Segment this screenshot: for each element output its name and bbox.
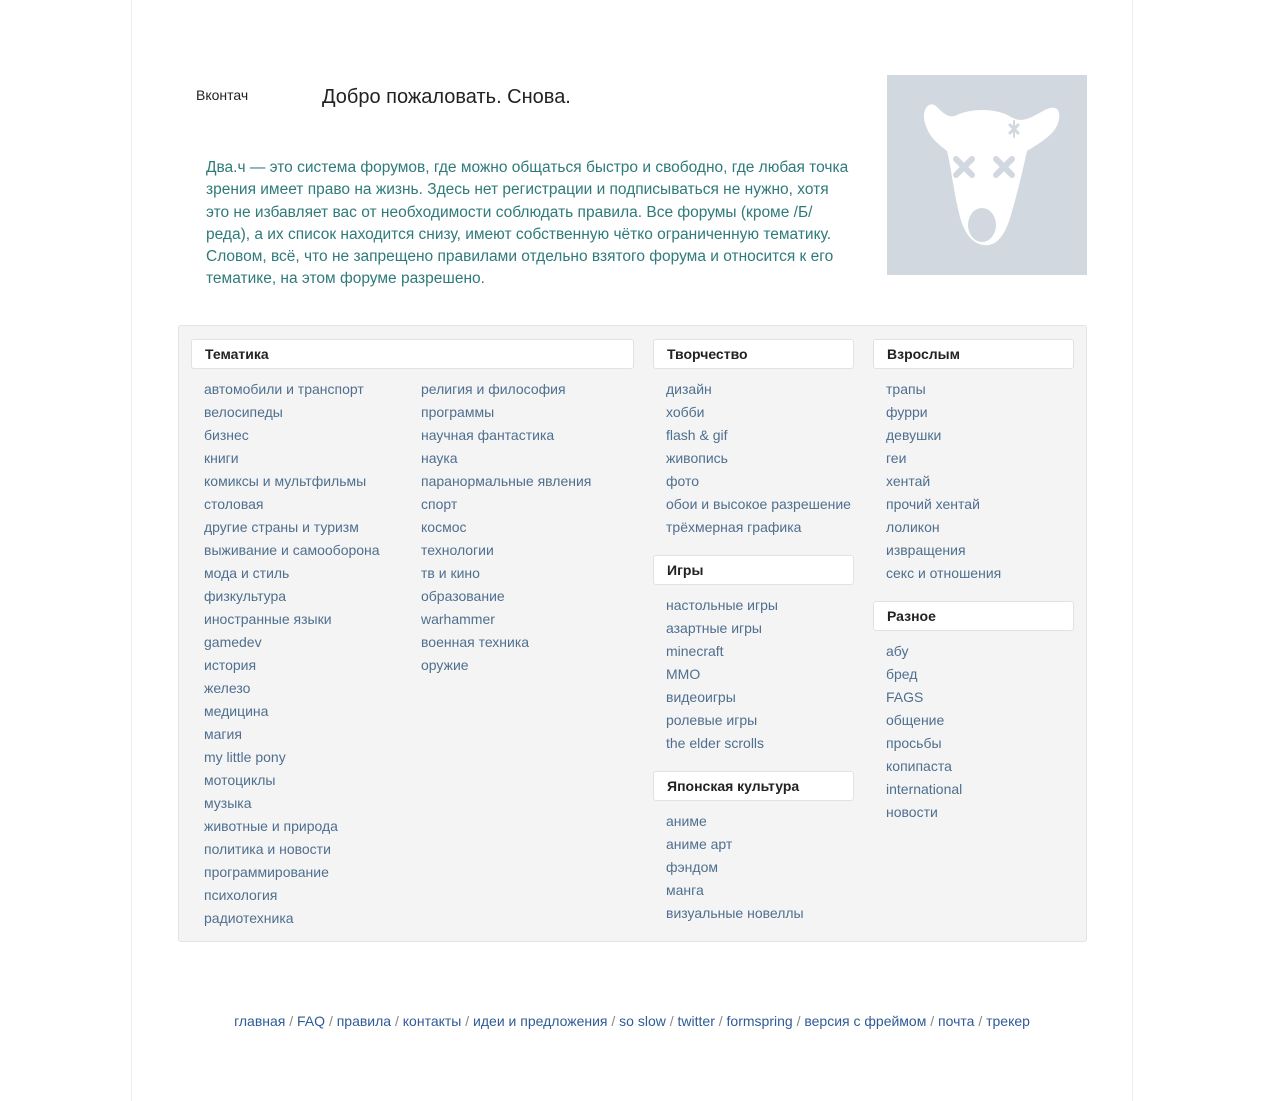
board-link[interactable]: музыка xyxy=(204,795,252,811)
intro-text: Два.ч — это система форумов, где можно общаться быстро и свободно, где любая точка зрения имеет право на жизнь. Здесь нет регистрации и подписываться не нужно, хотя это не избавляет вас от необходимости соблюдать правила. Все форумы (кроме /Б/реда), а их список находится снизу, имеют собственную чётко ограниченную тематику. Словом, всё, что не запрещено правилами отдельно взятого форума и относится к его тематике, на этом форуме разрешено. xyxy=(206,159,849,288)
board-link[interactable]: warhammer xyxy=(421,611,495,627)
footer-separator: / xyxy=(978,1013,983,1029)
footer-separator: / xyxy=(611,1013,616,1029)
board-link[interactable]: столовая xyxy=(204,496,264,512)
page-title: Добро пожаловать. Снова. xyxy=(322,86,571,108)
board-link[interactable]: другие страны и туризм xyxy=(204,519,359,535)
footer-link-rules[interactable]: правила xyxy=(336,1013,392,1029)
board-link[interactable]: оружие xyxy=(421,657,469,673)
board-link[interactable]: паранормальные явления xyxy=(421,473,592,489)
footer-link-home[interactable]: главная xyxy=(234,1013,286,1029)
board-link[interactable]: физкультура xyxy=(204,588,287,604)
footer-separator: / xyxy=(465,1013,470,1029)
board-link[interactable]: мотоциклы xyxy=(204,772,276,788)
board-link[interactable]: хентай xyxy=(886,473,931,489)
site-name[interactable]: Вконтач xyxy=(196,87,249,103)
board-link[interactable]: политика и новости xyxy=(204,841,331,857)
vk-dog-dead-icon xyxy=(887,75,1087,275)
board-link[interactable]: the elder scrolls xyxy=(666,735,765,751)
board-link[interactable]: FAGS xyxy=(886,689,924,705)
board-list-games xyxy=(666,594,778,755)
board-link[interactable]: трёхмерная графика xyxy=(666,519,802,535)
board-link[interactable]: бизнес xyxy=(204,427,249,443)
board-link[interactable]: железо xyxy=(204,680,251,696)
board-list-creative xyxy=(666,378,851,539)
footer-link-mail[interactable]: почта xyxy=(938,1013,975,1029)
board-link[interactable]: автомобили и транспорт xyxy=(204,381,364,397)
board-link[interactable]: космос xyxy=(421,519,467,535)
category-header-adult: Взрослым xyxy=(873,339,1074,369)
footer-separator: / xyxy=(289,1013,294,1029)
board-link[interactable]: геи xyxy=(886,450,907,466)
board-link[interactable]: научная фантастика xyxy=(421,427,555,443)
board-link[interactable]: аниме xyxy=(666,813,707,829)
board-link[interactable]: хобби xyxy=(666,404,705,420)
board-link[interactable]: тв и кино xyxy=(421,565,480,581)
footer-link-contacts[interactable]: контакты xyxy=(402,1013,462,1029)
board-link[interactable]: бред xyxy=(886,666,918,682)
board-link[interactable]: девушки xyxy=(886,427,942,443)
board-link[interactable]: видеоигры xyxy=(666,689,736,705)
board-link[interactable]: наука xyxy=(421,450,458,466)
board-list-japanese xyxy=(666,810,804,925)
board-link[interactable]: фэндом xyxy=(666,859,718,875)
board-link[interactable]: MMO xyxy=(666,666,701,682)
board-link[interactable]: общение xyxy=(886,712,945,728)
board-link[interactable]: медицина xyxy=(204,703,269,719)
board-list-thematic-col2 xyxy=(421,378,591,677)
board-link[interactable]: дизайн xyxy=(666,381,712,397)
footer-link-faq[interactable]: FAQ xyxy=(297,1013,326,1029)
board-link[interactable]: программирование xyxy=(204,864,329,880)
footer-link-frame-version[interactable]: версия с фреймом xyxy=(804,1013,927,1029)
footer-link-tracker[interactable]: трекер xyxy=(986,1013,1030,1029)
board-link[interactable]: абу xyxy=(886,643,909,659)
category-header-creative: Творчество xyxy=(653,339,854,369)
category-header-misc: Разное xyxy=(873,601,1074,631)
board-link[interactable]: my little pony xyxy=(204,749,286,765)
board-link[interactable]: живопись xyxy=(666,450,728,466)
footer-separator: / xyxy=(930,1013,935,1029)
board-link[interactable]: комиксы и мультфильмы xyxy=(204,473,367,489)
footer-separator: / xyxy=(394,1013,399,1029)
board-link[interactable]: копипаста xyxy=(886,758,952,774)
category-header-games: Игры xyxy=(653,555,854,585)
board-link[interactable]: мода и стиль xyxy=(204,565,290,581)
board-link[interactable]: извращения xyxy=(886,542,966,558)
board-link[interactable]: животные и природа xyxy=(204,818,338,834)
logo-graphic xyxy=(887,75,1087,275)
board-link[interactable]: иностранные языки xyxy=(204,611,332,627)
board-link[interactable]: flash & gif xyxy=(666,427,728,443)
board-link[interactable]: minecraft xyxy=(666,643,724,659)
board-link[interactable]: велосипеды xyxy=(204,404,283,420)
board-link[interactable]: новости xyxy=(886,804,938,820)
board-link[interactable]: international xyxy=(886,781,963,797)
footer-separator: / xyxy=(718,1013,723,1029)
board-link[interactable]: трапы xyxy=(886,381,926,397)
board-link[interactable]: радиотехника xyxy=(204,910,294,926)
board-link[interactable]: секс и отношения xyxy=(886,565,1002,581)
board-link[interactable]: обои и высокое разрешение xyxy=(666,496,851,512)
board-link[interactable]: манга xyxy=(666,882,704,898)
board-link[interactable]: программы xyxy=(421,404,495,420)
footer-separator: / xyxy=(796,1013,801,1029)
board-link[interactable]: фурри xyxy=(886,404,928,420)
board-link[interactable]: лоликон xyxy=(886,519,940,535)
board-link[interactable]: спорт xyxy=(421,496,458,512)
board-link[interactable]: gamedev xyxy=(204,634,262,650)
footer-link-ideas[interactable]: идеи и предложения xyxy=(473,1013,608,1029)
board-link[interactable]: азартные игры xyxy=(666,620,762,636)
board-link[interactable]: прочий хентай xyxy=(886,496,980,512)
footer-link-so-slow[interactable]: so slow xyxy=(619,1013,666,1029)
footer-link-twitter[interactable]: twitter xyxy=(677,1013,715,1029)
board-list-thematic-col1 xyxy=(204,378,380,930)
category-header-thematic: Тематика xyxy=(191,339,634,369)
board-link[interactable]: аниме арт xyxy=(666,836,733,852)
board-link[interactable]: история xyxy=(204,657,257,673)
board-link[interactable]: визуальные новеллы xyxy=(666,905,804,921)
board-link[interactable]: выживание и самооборона xyxy=(204,542,380,558)
board-link[interactable]: военная техника xyxy=(421,634,530,650)
footer-separator: / xyxy=(669,1013,674,1029)
board-link[interactable]: магия xyxy=(204,726,242,742)
board-link[interactable]: фото xyxy=(666,473,700,489)
footer-nav xyxy=(0,1013,1264,1029)
footer-link-formspring[interactable]: formspring xyxy=(726,1013,793,1029)
footer-separator: / xyxy=(328,1013,333,1029)
board-link[interactable]: настольные игры xyxy=(666,597,778,613)
board-link[interactable]: просьбы xyxy=(886,735,942,751)
board-link[interactable]: образование xyxy=(421,588,505,604)
board-link[interactable]: технологии xyxy=(421,542,494,558)
board-list-adult xyxy=(886,378,1001,585)
board-link[interactable]: религия и философия xyxy=(421,381,566,397)
board-link[interactable]: психология xyxy=(204,887,278,903)
board-link[interactable]: ролевые игры xyxy=(666,712,758,728)
category-header-japanese: Японская культура xyxy=(653,771,854,801)
board-link[interactable]: книги xyxy=(204,450,239,466)
board-list-misc xyxy=(886,640,962,824)
